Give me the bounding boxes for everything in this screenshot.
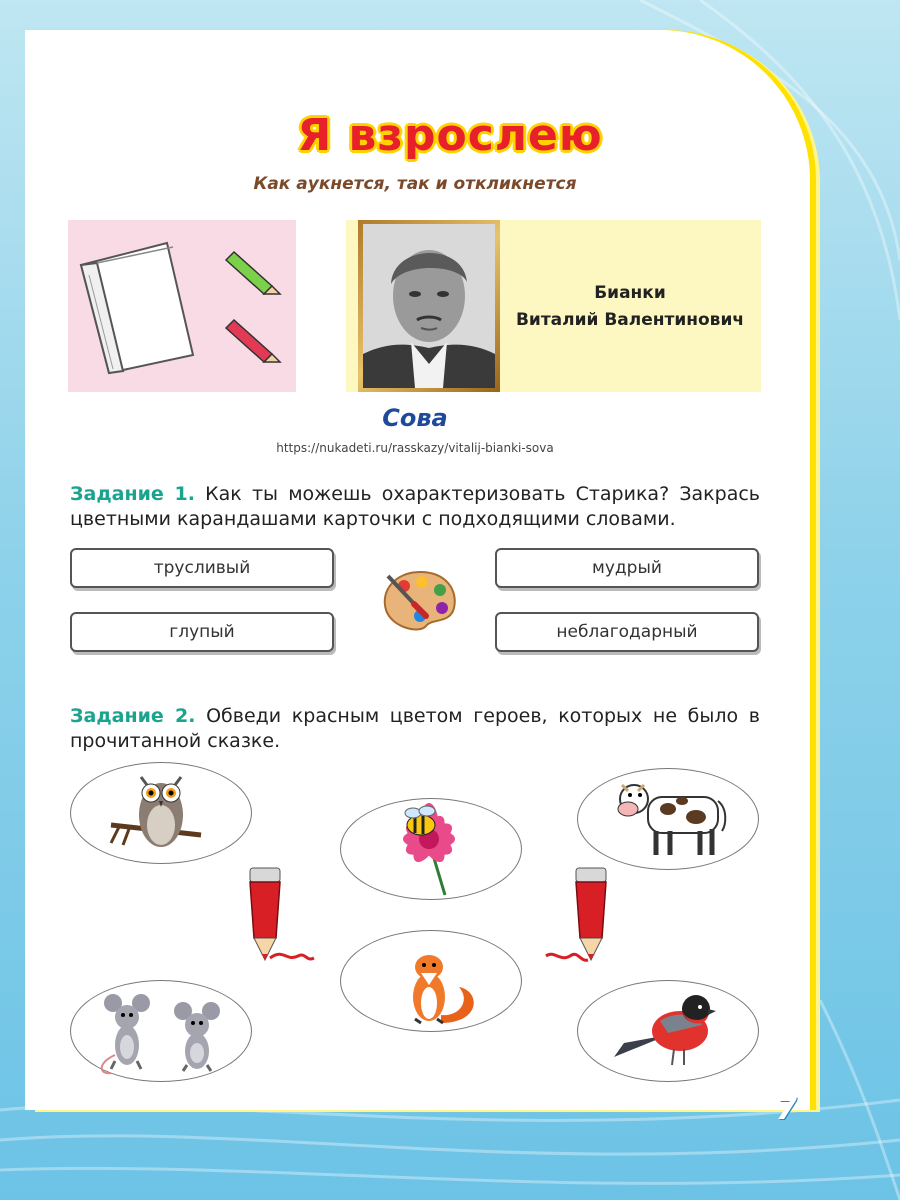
card-cowardly[interactable]: трусливый xyxy=(70,548,334,588)
book-icon xyxy=(75,235,200,375)
story-title: Сова xyxy=(382,404,448,432)
oval-bullfinch[interactable] xyxy=(577,980,759,1082)
card-ungrateful[interactable]: неблагодарный xyxy=(495,612,759,652)
bullfinch-icon xyxy=(578,981,758,1081)
oval-fox[interactable] xyxy=(340,930,522,1032)
oval-owl[interactable] xyxy=(70,762,252,864)
task-1 xyxy=(70,482,760,532)
task-1-label: Задание 1. xyxy=(70,483,195,505)
task-2 xyxy=(70,704,760,754)
oval-bee[interactable] xyxy=(340,798,522,900)
task-1-text: Как ты можешь охарактеризовать Старика? Закрась цветными карандашами карточки с подходящими словами. xyxy=(70,483,760,530)
oval-cow[interactable] xyxy=(577,768,759,870)
page-title: Я взрослею xyxy=(297,110,603,161)
fox-icon xyxy=(341,931,521,1031)
card-stupid[interactable]: глупый xyxy=(70,612,334,652)
task-2-text: Обведи красным цветом героев, которых не было в прочитанной сказке. xyxy=(70,705,760,752)
page-subtitle: Как аукнется, так и откликнется xyxy=(253,174,577,194)
task-2-label: Задание 2. xyxy=(70,705,196,727)
author-surname: Бианки xyxy=(594,283,666,303)
palette-icon xyxy=(380,568,460,634)
red-pencil-left-icon xyxy=(240,862,320,972)
page-number: 7 xyxy=(776,1092,797,1127)
red-pencil-right-icon xyxy=(540,862,620,972)
red-pencil-icon xyxy=(222,318,282,363)
cow-icon xyxy=(578,769,758,869)
bee-on-flower-icon xyxy=(341,799,521,899)
green-pencil-icon xyxy=(222,250,282,295)
author-portrait xyxy=(363,224,495,388)
mice-icon xyxy=(71,981,251,1081)
author-name xyxy=(500,280,760,334)
card-wise[interactable]: мудрый xyxy=(495,548,759,588)
author-given-names: Виталий Валентинович xyxy=(515,310,745,330)
oval-mice[interactable] xyxy=(70,980,252,1082)
story-link[interactable]: https://nukadeti.ru/rasskazy/vitalij-bianki-sova xyxy=(276,441,554,455)
owl-icon xyxy=(71,763,251,863)
